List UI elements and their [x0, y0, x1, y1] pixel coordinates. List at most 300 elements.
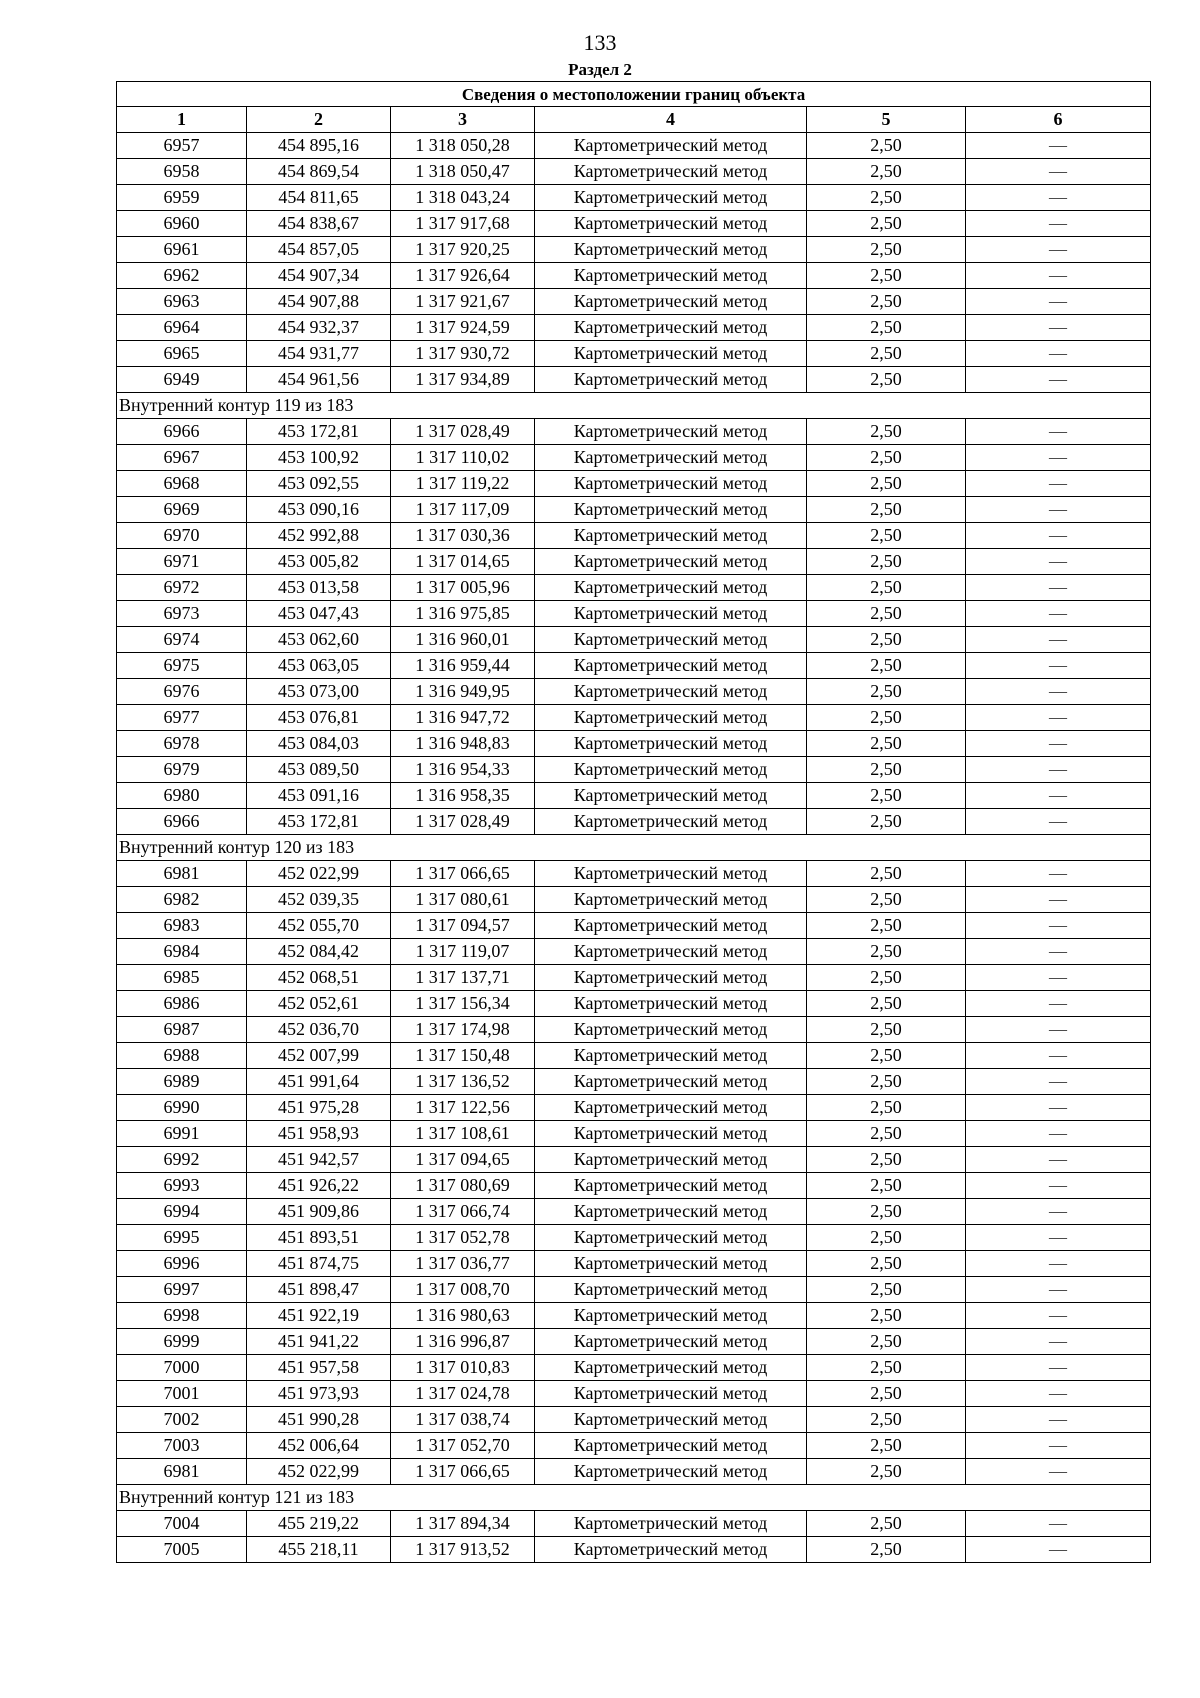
method-cell: Картометрический метод: [535, 1225, 807, 1251]
accuracy-cell: 2,50: [807, 497, 966, 523]
column-header: 3: [391, 107, 535, 133]
x-coordinate-cell: 453 013,58: [247, 575, 391, 601]
note-cell: —: [966, 1355, 1151, 1381]
point-number-cell: 7004: [117, 1511, 247, 1537]
table-row: [117, 1147, 1151, 1173]
table-row: [117, 1303, 1151, 1329]
point-number-cell: 6967: [117, 445, 247, 471]
method-cell: Картометрический метод: [535, 497, 807, 523]
method-cell: Картометрический метод: [535, 705, 807, 731]
table-row: [117, 549, 1151, 575]
accuracy-cell: 2,50: [807, 575, 966, 601]
y-coordinate-cell: 1 317 119,22: [391, 471, 535, 497]
x-coordinate-cell: 452 068,51: [247, 965, 391, 991]
y-coordinate-cell: 1 316 949,95: [391, 679, 535, 705]
accuracy-cell: 2,50: [807, 471, 966, 497]
y-coordinate-cell: 1 318 050,28: [391, 133, 535, 159]
column-header-row: [117, 107, 1151, 133]
note-cell: —: [966, 1303, 1151, 1329]
point-number-cell: 6990: [117, 1095, 247, 1121]
method-cell: Картометрический метод: [535, 1069, 807, 1095]
x-coordinate-cell: 453 091,16: [247, 783, 391, 809]
table-row: [117, 1407, 1151, 1433]
accuracy-cell: 2,50: [807, 263, 966, 289]
method-cell: Картометрический метод: [535, 1537, 807, 1563]
table-row: [117, 1095, 1151, 1121]
table-row: [117, 1537, 1151, 1563]
y-coordinate-cell: 1 317 080,69: [391, 1173, 535, 1199]
contour-label: Внутренний контур 120 из 183: [117, 835, 1151, 861]
accuracy-cell: 2,50: [807, 1381, 966, 1407]
table-row: [117, 159, 1151, 185]
method-cell: Картометрический метод: [535, 939, 807, 965]
point-number-cell: 6960: [117, 211, 247, 237]
method-cell: Картометрический метод: [535, 1381, 807, 1407]
accuracy-cell: 2,50: [807, 731, 966, 757]
x-coordinate-cell: 454 932,37: [247, 315, 391, 341]
method-cell: Картометрический метод: [535, 965, 807, 991]
note-cell: —: [966, 1433, 1151, 1459]
method-cell: Картометрический метод: [535, 185, 807, 211]
table-row: [117, 367, 1151, 393]
accuracy-cell: 2,50: [807, 1095, 966, 1121]
y-coordinate-cell: 1 317 010,83: [391, 1355, 535, 1381]
y-coordinate-cell: 1 318 043,24: [391, 185, 535, 211]
accuracy-cell: 2,50: [807, 237, 966, 263]
note-cell: —: [966, 159, 1151, 185]
y-coordinate-cell: 1 317 052,70: [391, 1433, 535, 1459]
method-cell: Картометрический метод: [535, 1043, 807, 1069]
accuracy-cell: 2,50: [807, 1069, 966, 1095]
y-coordinate-cell: 1 317 108,61: [391, 1121, 535, 1147]
accuracy-cell: 2,50: [807, 1329, 966, 1355]
point-number-cell: 6984: [117, 939, 247, 965]
x-coordinate-cell: 453 100,92: [247, 445, 391, 471]
point-number-cell: 7001: [117, 1381, 247, 1407]
table-row: [117, 965, 1151, 991]
x-coordinate-cell: 451 973,93: [247, 1381, 391, 1407]
point-number-cell: 6963: [117, 289, 247, 315]
point-number-cell: 6994: [117, 1199, 247, 1225]
accuracy-cell: 2,50: [807, 1355, 966, 1381]
x-coordinate-cell: 454 895,16: [247, 133, 391, 159]
point-number-cell: 6965: [117, 341, 247, 367]
y-coordinate-cell: 1 317 930,72: [391, 341, 535, 367]
x-coordinate-cell: 453 092,55: [247, 471, 391, 497]
point-number-cell: 6981: [117, 861, 247, 887]
table-row: [117, 315, 1151, 341]
note-cell: —: [966, 1381, 1151, 1407]
method-cell: Картометрический метод: [535, 1147, 807, 1173]
point-number-cell: 6972: [117, 575, 247, 601]
accuracy-cell: 2,50: [807, 1537, 966, 1563]
x-coordinate-cell: 453 172,81: [247, 809, 391, 835]
table-row: [117, 653, 1151, 679]
table-body: [117, 133, 1151, 1563]
x-coordinate-cell: 453 084,03: [247, 731, 391, 757]
y-coordinate-cell: 1 317 934,89: [391, 367, 535, 393]
method-cell: Картометрический метод: [535, 159, 807, 185]
x-coordinate-cell: 452 055,70: [247, 913, 391, 939]
method-cell: Картометрический метод: [535, 991, 807, 1017]
accuracy-cell: 2,50: [807, 939, 966, 965]
accuracy-cell: 2,50: [807, 757, 966, 783]
method-cell: Картометрический метод: [535, 601, 807, 627]
y-coordinate-cell: 1 317 150,48: [391, 1043, 535, 1069]
point-number-cell: 6993: [117, 1173, 247, 1199]
x-coordinate-cell: 452 036,70: [247, 1017, 391, 1043]
method-cell: Картометрический метод: [535, 757, 807, 783]
method-cell: Картометрический метод: [535, 1303, 807, 1329]
point-number-cell: 6968: [117, 471, 247, 497]
method-cell: Картометрический метод: [535, 731, 807, 757]
table-row: [117, 445, 1151, 471]
method-cell: Картометрический метод: [535, 523, 807, 549]
note-cell: —: [966, 965, 1151, 991]
note-cell: —: [966, 575, 1151, 601]
y-coordinate-cell: 1 317 024,78: [391, 1381, 535, 1407]
y-coordinate-cell: 1 317 008,70: [391, 1277, 535, 1303]
accuracy-cell: 2,50: [807, 367, 966, 393]
accuracy-cell: 2,50: [807, 523, 966, 549]
point-number-cell: 6973: [117, 601, 247, 627]
accuracy-cell: 2,50: [807, 809, 966, 835]
table-row: [117, 1277, 1151, 1303]
note-cell: —: [966, 471, 1151, 497]
table-row: [117, 731, 1151, 757]
x-coordinate-cell: 451 975,28: [247, 1095, 391, 1121]
x-coordinate-cell: 451 942,57: [247, 1147, 391, 1173]
note-cell: —: [966, 991, 1151, 1017]
point-number-cell: 6992: [117, 1147, 247, 1173]
point-number-cell: 6966: [117, 809, 247, 835]
point-number-cell: 7005: [117, 1537, 247, 1563]
note-cell: —: [966, 653, 1151, 679]
method-cell: Картометрический метод: [535, 133, 807, 159]
method-cell: Картометрический метод: [535, 913, 807, 939]
x-coordinate-cell: 454 869,54: [247, 159, 391, 185]
x-coordinate-cell: 451 957,58: [247, 1355, 391, 1381]
table-row: [117, 809, 1151, 835]
y-coordinate-cell: 1 317 094,65: [391, 1147, 535, 1173]
point-number-cell: 6995: [117, 1225, 247, 1251]
accuracy-cell: 2,50: [807, 1043, 966, 1069]
point-number-cell: 6991: [117, 1121, 247, 1147]
method-cell: Картометрический метод: [535, 1173, 807, 1199]
column-header: 2: [247, 107, 391, 133]
accuracy-cell: 2,50: [807, 549, 966, 575]
contour-label: Внутренний контур 119 из 183: [117, 393, 1151, 419]
accuracy-cell: 2,50: [807, 627, 966, 653]
y-coordinate-cell: 1 317 030,36: [391, 523, 535, 549]
method-cell: Картометрический метод: [535, 1121, 807, 1147]
table-row: [117, 1355, 1151, 1381]
point-number-cell: 6978: [117, 731, 247, 757]
note-cell: —: [966, 1407, 1151, 1433]
point-number-cell: 6998: [117, 1303, 247, 1329]
note-cell: —: [966, 1537, 1151, 1563]
point-number-cell: 6964: [117, 315, 247, 341]
x-coordinate-cell: 454 961,56: [247, 367, 391, 393]
accuracy-cell: 2,50: [807, 185, 966, 211]
point-number-cell: 6974: [117, 627, 247, 653]
accuracy-cell: 2,50: [807, 653, 966, 679]
y-coordinate-cell: 1 317 926,64: [391, 263, 535, 289]
y-coordinate-cell: 1 316 958,35: [391, 783, 535, 809]
point-number-cell: 6976: [117, 679, 247, 705]
point-number-cell: 6999: [117, 1329, 247, 1355]
x-coordinate-cell: 453 073,00: [247, 679, 391, 705]
table-title-row: [117, 82, 1151, 107]
table-row: [117, 913, 1151, 939]
accuracy-cell: 2,50: [807, 315, 966, 341]
point-number-cell: 6958: [117, 159, 247, 185]
note-cell: —: [966, 1511, 1151, 1537]
y-coordinate-cell: 1 317 028,49: [391, 809, 535, 835]
method-cell: Картометрический метод: [535, 575, 807, 601]
x-coordinate-cell: 452 022,99: [247, 861, 391, 887]
x-coordinate-cell: 451 926,22: [247, 1173, 391, 1199]
x-coordinate-cell: 454 857,05: [247, 237, 391, 263]
note-cell: —: [966, 185, 1151, 211]
note-cell: —: [966, 679, 1151, 705]
y-coordinate-cell: 1 316 954,33: [391, 757, 535, 783]
accuracy-cell: 2,50: [807, 1251, 966, 1277]
method-cell: Картометрический метод: [535, 211, 807, 237]
note-cell: —: [966, 1199, 1151, 1225]
y-coordinate-cell: 1 316 960,01: [391, 627, 535, 653]
accuracy-cell: 2,50: [807, 705, 966, 731]
note-cell: —: [966, 1251, 1151, 1277]
method-cell: Картометрический метод: [535, 263, 807, 289]
y-coordinate-cell: 1 317 917,68: [391, 211, 535, 237]
accuracy-cell: 2,50: [807, 1017, 966, 1043]
y-coordinate-cell: 1 318 050,47: [391, 159, 535, 185]
y-coordinate-cell: 1 317 913,52: [391, 1537, 535, 1563]
method-cell: Картометрический метод: [535, 445, 807, 471]
note-cell: —: [966, 1121, 1151, 1147]
y-coordinate-cell: 1 317 122,56: [391, 1095, 535, 1121]
table-row: [117, 783, 1151, 809]
accuracy-cell: 2,50: [807, 1147, 966, 1173]
note-cell: —: [966, 1225, 1151, 1251]
note-cell: —: [966, 887, 1151, 913]
note-cell: —: [966, 705, 1151, 731]
accuracy-cell: 2,50: [807, 341, 966, 367]
table-row: [117, 705, 1151, 731]
point-number-cell: 7002: [117, 1407, 247, 1433]
method-cell: Картометрический метод: [535, 887, 807, 913]
y-coordinate-cell: 1 317 110,02: [391, 445, 535, 471]
note-cell: —: [966, 549, 1151, 575]
note-cell: —: [966, 1459, 1151, 1485]
method-cell: Картометрический метод: [535, 1277, 807, 1303]
y-coordinate-cell: 1 316 996,87: [391, 1329, 535, 1355]
accuracy-cell: 2,50: [807, 783, 966, 809]
point-number-cell: 7000: [117, 1355, 247, 1381]
point-number-cell: 6971: [117, 549, 247, 575]
note-cell: —: [966, 1147, 1151, 1173]
table-row: [117, 185, 1151, 211]
x-coordinate-cell: 452 992,88: [247, 523, 391, 549]
table-row: [117, 419, 1151, 445]
y-coordinate-cell: 1 316 975,85: [391, 601, 535, 627]
x-coordinate-cell: 455 219,22: [247, 1511, 391, 1537]
accuracy-cell: 2,50: [807, 887, 966, 913]
y-coordinate-cell: 1 317 052,78: [391, 1225, 535, 1251]
note-cell: —: [966, 939, 1151, 965]
accuracy-cell: 2,50: [807, 679, 966, 705]
accuracy-cell: 2,50: [807, 601, 966, 627]
table-row: [117, 1173, 1151, 1199]
note-cell: —: [966, 1277, 1151, 1303]
method-cell: Картометрический метод: [535, 1433, 807, 1459]
table-row: [117, 1329, 1151, 1355]
note-cell: —: [966, 731, 1151, 757]
method-cell: Картометрический метод: [535, 1329, 807, 1355]
x-coordinate-cell: 453 005,82: [247, 549, 391, 575]
y-coordinate-cell: 1 317 920,25: [391, 237, 535, 263]
table-row: [117, 861, 1151, 887]
point-number-cell: 6997: [117, 1277, 247, 1303]
table-row: [117, 887, 1151, 913]
x-coordinate-cell: 452 084,42: [247, 939, 391, 965]
column-header: 1: [117, 107, 247, 133]
table-row: [117, 497, 1151, 523]
point-number-cell: 6962: [117, 263, 247, 289]
table-row: [117, 1121, 1151, 1147]
point-number-cell: 6979: [117, 757, 247, 783]
method-cell: Картометрический метод: [535, 679, 807, 705]
table-row: [117, 523, 1151, 549]
table-row: [117, 211, 1151, 237]
method-cell: Картометрический метод: [535, 1017, 807, 1043]
point-number-cell: 7003: [117, 1433, 247, 1459]
note-cell: —: [966, 341, 1151, 367]
table-row: [117, 1017, 1151, 1043]
y-coordinate-cell: 1 317 117,09: [391, 497, 535, 523]
y-coordinate-cell: 1 317 894,34: [391, 1511, 535, 1537]
accuracy-cell: 2,50: [807, 1173, 966, 1199]
contour-row: [117, 393, 1151, 419]
point-number-cell: 6983: [117, 913, 247, 939]
y-coordinate-cell: 1 317 119,07: [391, 939, 535, 965]
accuracy-cell: 2,50: [807, 1433, 966, 1459]
x-coordinate-cell: 451 941,22: [247, 1329, 391, 1355]
note-cell: —: [966, 757, 1151, 783]
x-coordinate-cell: 451 990,28: [247, 1407, 391, 1433]
x-coordinate-cell: 453 090,16: [247, 497, 391, 523]
point-number-cell: 6980: [117, 783, 247, 809]
table-row: [117, 237, 1151, 263]
method-cell: Картометрический метод: [535, 315, 807, 341]
note-cell: —: [966, 783, 1151, 809]
x-coordinate-cell: 451 991,64: [247, 1069, 391, 1095]
table-row: [117, 627, 1151, 653]
x-coordinate-cell: 453 089,50: [247, 757, 391, 783]
point-number-cell: 6966: [117, 419, 247, 445]
boundary-coordinates-table: [116, 81, 1151, 1563]
table-row: [117, 289, 1151, 315]
note-cell: —: [966, 419, 1151, 445]
y-coordinate-cell: 1 316 980,63: [391, 1303, 535, 1329]
method-cell: Картометрический метод: [535, 367, 807, 393]
point-number-cell: 6988: [117, 1043, 247, 1069]
x-coordinate-cell: 454 811,65: [247, 185, 391, 211]
table-row: [117, 1511, 1151, 1537]
x-coordinate-cell: 453 172,81: [247, 419, 391, 445]
x-coordinate-cell: 453 063,05: [247, 653, 391, 679]
table-row: [117, 1225, 1151, 1251]
method-cell: Картометрический метод: [535, 341, 807, 367]
table-row: [117, 1381, 1151, 1407]
note-cell: —: [966, 263, 1151, 289]
method-cell: Картометрический метод: [535, 289, 807, 315]
method-cell: Картометрический метод: [535, 861, 807, 887]
method-cell: Картометрический метод: [535, 653, 807, 679]
section-title: Раздел 2: [568, 60, 632, 79]
x-coordinate-cell: 452 007,99: [247, 1043, 391, 1069]
x-coordinate-cell: 452 052,61: [247, 991, 391, 1017]
y-coordinate-cell: 1 317 174,98: [391, 1017, 535, 1043]
y-coordinate-cell: 1 317 924,59: [391, 315, 535, 341]
table-row: [117, 1043, 1151, 1069]
note-cell: —: [966, 1329, 1151, 1355]
accuracy-cell: 2,50: [807, 861, 966, 887]
x-coordinate-cell: 451 958,93: [247, 1121, 391, 1147]
x-coordinate-cell: 453 062,60: [247, 627, 391, 653]
point-number-cell: 6996: [117, 1251, 247, 1277]
x-coordinate-cell: 451 922,19: [247, 1303, 391, 1329]
y-coordinate-cell: 1 317 066,65: [391, 1459, 535, 1485]
y-coordinate-cell: 1 317 080,61: [391, 887, 535, 913]
contour-row: [117, 1485, 1151, 1511]
table-row: [117, 1251, 1151, 1277]
y-coordinate-cell: 1 316 948,83: [391, 731, 535, 757]
y-coordinate-cell: 1 316 959,44: [391, 653, 535, 679]
contour-row: [117, 835, 1151, 861]
point-number-cell: 6957: [117, 133, 247, 159]
y-coordinate-cell: 1 317 094,57: [391, 913, 535, 939]
page-number: 133: [583, 30, 617, 55]
note-cell: —: [966, 211, 1151, 237]
point-number-cell: 6949: [117, 367, 247, 393]
method-cell: Картометрический метод: [535, 237, 807, 263]
x-coordinate-cell: 454 907,34: [247, 263, 391, 289]
point-number-cell: 6987: [117, 1017, 247, 1043]
x-coordinate-cell: 455 218,11: [247, 1537, 391, 1563]
column-header: 5: [807, 107, 966, 133]
note-cell: —: [966, 133, 1151, 159]
table-row: [117, 1433, 1151, 1459]
accuracy-cell: 2,50: [807, 419, 966, 445]
point-number-cell: 6959: [117, 185, 247, 211]
point-number-cell: 6969: [117, 497, 247, 523]
note-cell: —: [966, 445, 1151, 471]
point-number-cell: 6982: [117, 887, 247, 913]
table-row: [117, 263, 1151, 289]
x-coordinate-cell: 454 907,88: [247, 289, 391, 315]
table-row: [117, 575, 1151, 601]
y-coordinate-cell: 1 317 036,77: [391, 1251, 535, 1277]
accuracy-cell: 2,50: [807, 1277, 966, 1303]
y-coordinate-cell: 1 316 947,72: [391, 705, 535, 731]
method-cell: Картометрический метод: [535, 783, 807, 809]
table-row: [117, 1459, 1151, 1485]
method-cell: Картометрический метод: [535, 549, 807, 575]
note-cell: —: [966, 1095, 1151, 1121]
accuracy-cell: 2,50: [807, 211, 966, 237]
